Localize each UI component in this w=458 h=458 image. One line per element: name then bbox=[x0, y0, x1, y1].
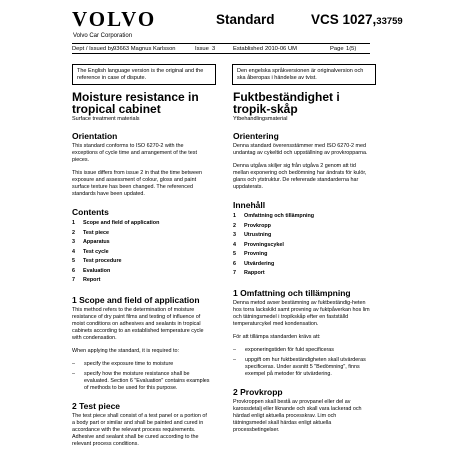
brand-logo: VOLVO bbox=[72, 7, 157, 31]
toc-label: Utrustning bbox=[244, 232, 272, 238]
list-item-text: exponeringstiden för fukt specificeras bbox=[245, 346, 334, 353]
toc-item[interactable] bbox=[72, 248, 210, 258]
toc-number: 7 bbox=[72, 277, 75, 283]
toc-label: Provning bbox=[244, 251, 268, 257]
section-1-paragraph: When applying the standard, it is required to: bbox=[72, 347, 179, 354]
toc-item[interactable] bbox=[233, 222, 371, 232]
section-1-paragraph-swedish: För att tillämpa standarden krävs att: bbox=[233, 333, 321, 340]
toc-number: 1 bbox=[233, 213, 236, 219]
list-item: – exponeringstiden för fukt specificeras bbox=[233, 346, 334, 353]
toc-number: 5 bbox=[72, 258, 75, 264]
meta-page-value: 1(5) bbox=[346, 46, 357, 52]
toc-number: 5 bbox=[233, 251, 236, 257]
toc-item[interactable] bbox=[72, 229, 210, 239]
document-number-main: VCS 1027, bbox=[311, 12, 377, 27]
list-item-text: specify how the moisture resistance shall be evaluated. Section 6 "Evaluation" contains examples of methods to be used for this purpose. bbox=[84, 370, 210, 391]
toc-label: Rapport bbox=[244, 270, 265, 276]
toc-item[interactable] bbox=[72, 267, 210, 277]
section-2-heading-swedish: 2 Provkropp bbox=[233, 386, 283, 397]
document-number bbox=[311, 12, 403, 27]
toc-item[interactable] bbox=[72, 257, 210, 267]
toc-number: 3 bbox=[72, 239, 75, 245]
toc-label: Utvärdering bbox=[244, 260, 275, 267]
meta-issue-value: 3 bbox=[212, 46, 216, 52]
page-subtitle-swedish: Ytbehandlingsmaterial bbox=[233, 116, 288, 122]
toc-label: Report bbox=[83, 277, 101, 283]
meta-established-label: Established bbox=[233, 46, 263, 52]
toc-number: 4 bbox=[72, 248, 75, 255]
toc-number: 2 bbox=[233, 222, 236, 229]
toc-label: Evaluation bbox=[83, 267, 111, 274]
meta-issue-label: Issue bbox=[195, 46, 209, 52]
list-item-text: uppgift om hur fuktbeständigheten skall utvärderas specificeras. Under avsnitt 5 "Bedömning", finns exempel på metoder för utvärdering. bbox=[245, 356, 366, 377]
toc-label: Provningscykel bbox=[244, 241, 284, 248]
requirements-list bbox=[72, 361, 210, 392]
notice-english: The English language version is the original and the reference in case of dispute. bbox=[72, 64, 216, 85]
toc-item[interactable] bbox=[233, 241, 371, 251]
toc-number: 6 bbox=[72, 267, 75, 274]
meta-dept-value: 93663 Magnus Karlsson bbox=[113, 46, 176, 52]
table-of-contents-swedish bbox=[233, 212, 371, 279]
orientation-heading-swedish: Orientering bbox=[233, 131, 279, 141]
brand-subtitle: Volvo Car Corporation bbox=[73, 33, 133, 39]
requirements-list-swedish bbox=[233, 347, 371, 378]
toc-item[interactable] bbox=[233, 250, 371, 260]
meta-dept-label: Dept / Issued by bbox=[72, 46, 114, 52]
toc-label: Provkropp bbox=[244, 222, 271, 229]
section-2-paragraph: The test piece shall consist of a test panel or a portion of a body part or similar and shall be painted and cured in accordance with the relevant process requirements. Adhesive and sealant shall be cured according to the relevant process conditions. bbox=[72, 412, 207, 447]
toc-number: 6 bbox=[233, 260, 236, 267]
toc-item[interactable] bbox=[233, 269, 371, 279]
toc-label: Omfattning och tillämpning bbox=[244, 213, 315, 219]
meta-page-label: Page bbox=[330, 46, 344, 52]
list-item: – specify the exposure time to moisture bbox=[72, 360, 174, 367]
toc-item[interactable] bbox=[72, 238, 210, 248]
toc-number: 4 bbox=[233, 241, 236, 248]
orientation-paragraph: This issue differs from issue 2 in that the time between exposure and assessment of colour, gloss and paint surface texture has been changed. The referenced standards have been updated. bbox=[72, 170, 202, 197]
toc-label: Test piece bbox=[83, 229, 109, 236]
notice-swedish: Den engelska språkversionen är originalversion och ska åberopas i händelse av tvist. bbox=[232, 64, 376, 85]
page-title-swedish: Fuktbeständighet i tropik-skåp bbox=[233, 90, 340, 116]
document-number-suffix: 33759 bbox=[376, 16, 403, 27]
table-of-contents bbox=[72, 219, 210, 286]
toc-number: 3 bbox=[233, 232, 236, 238]
meta-established-by: UM bbox=[288, 46, 298, 52]
page-title: Moisture resistance in tropical cabinet bbox=[72, 90, 199, 116]
toc-item[interactable] bbox=[72, 276, 210, 286]
toc-label: Test procedure bbox=[83, 258, 122, 264]
toc-number: 2 bbox=[72, 229, 75, 236]
contents-heading-swedish: Innehåll bbox=[233, 200, 266, 210]
section-1-paragraph-swedish: Denna metod avser bestämning av fuktbeständig-heten hos torra lackskikt samt provning av fuktpåverkan hos lim och tätningsmedel i tropikskåp efter en fastställd temperaturcykel med kondensation. bbox=[233, 299, 370, 327]
page-subtitle: Surface treatment materials bbox=[72, 116, 140, 122]
section-1-paragraph: This method refers to the determination of moisture resistance of dry paint films and testing of influence of moist conditions on adhesives and sealants in tropical cabinets according to an established temperature cycle with condensation. bbox=[72, 306, 204, 341]
document-type: Standard bbox=[216, 12, 275, 27]
orientation-paragraph-swedish: Denna standard överensstämmer med ISO 6270-2 med undantag av cykeltid och uppställning av provkropparna. bbox=[233, 143, 368, 156]
section-1-heading: 1 Scope and field of application bbox=[72, 294, 200, 305]
toc-number: 1 bbox=[72, 220, 75, 226]
header-rule-top bbox=[72, 43, 370, 44]
orientation-heading: Orientation bbox=[72, 131, 118, 141]
contents-heading: Contents bbox=[72, 207, 109, 217]
toc-label: Test cycle bbox=[83, 248, 109, 255]
toc-label: Apparatus bbox=[83, 239, 110, 245]
swedish-column bbox=[233, 92, 371, 440]
toc-item[interactable] bbox=[72, 219, 210, 229]
meta-established-value: 2010-06 bbox=[265, 46, 287, 52]
toc-number: 7 bbox=[233, 270, 236, 276]
list-item-text: specify the exposure time to moisture bbox=[84, 360, 174, 367]
header-rule-bottom bbox=[72, 53, 370, 54]
orientation-paragraph-swedish: Denna utgåva skiljer sig från utgåva 2 genom att tid mellan exponering och bedömning har ändrats för kulör, glans och ytstruktur. De refererade standarderna har uppdaterats. bbox=[233, 163, 367, 190]
toc-item[interactable] bbox=[233, 260, 371, 270]
list-item: – uppgift om hur fuktbeständigheten skall utvärderas specificeras. Under avsnitt 5 "Bedömning", finns exempel på metoder för utvärdering. bbox=[233, 357, 371, 378]
toc-label: Scope and field of application bbox=[83, 220, 160, 226]
section-2-paragraph-swedish: Provkroppen skall bestå av provpanel eller del av karossdetalj eller liknande och skall vara lackerad och härdad enligt aktuella processkrav. Lim och tätningsmedel skall härdas enligt aktuella processbetingelser. bbox=[233, 398, 362, 433]
list-item: – specify how the moisture resistance shall be evaluated. Section 6 "Evaluation" contains examples of methods to be used for this purpose. bbox=[72, 370, 210, 391]
english-column bbox=[72, 92, 210, 454]
section-2-heading: 2 Test piece bbox=[72, 400, 121, 411]
toc-item[interactable] bbox=[233, 212, 371, 222]
toc-item[interactable] bbox=[233, 231, 371, 241]
orientation-paragraph: This standard conforms to ISO 6270-2 with the exceptions of cycle time and arrangement of the test pieces. bbox=[72, 143, 197, 163]
section-1-heading-swedish: 1 Omfattning och tillämpning bbox=[233, 287, 351, 298]
